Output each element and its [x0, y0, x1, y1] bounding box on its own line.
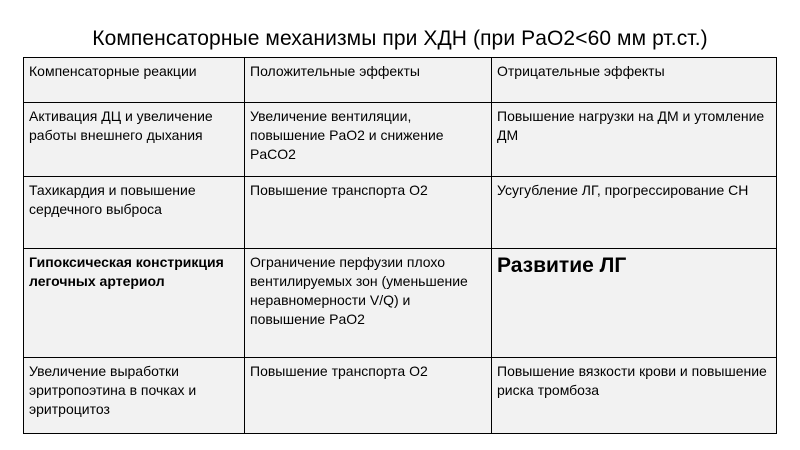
reaction-cell: Активация ДЦ и увеличение работы внешнего дыхания	[24, 103, 245, 177]
reaction-cell: Тахикардия и повышение сердечного выброса	[24, 177, 245, 249]
negative-effect-cell: Развитие ЛГ	[492, 249, 777, 358]
header-cell-positive: Положительные эффекты	[245, 58, 492, 103]
table-row	[24, 249, 777, 358]
positive-effect-cell: Ограничение перфузии плохо вентилируемых зон (уменьшение неравномерности V/Q) и повышение PaO2	[245, 249, 492, 358]
table-row	[24, 177, 777, 249]
positive-effect-cell: Увеличение вентиляции, повышение PaO2 и снижение PaCO2	[245, 103, 492, 177]
reaction-cell: Гипоксическая констрикция легочных артериол	[24, 249, 245, 358]
negative-effect-cell: Усугубление ЛГ, прогрессирование СН	[492, 177, 777, 249]
page-title: Компенсаторные механизмы при ХДН (при PaO2<60 мм рт.ст.)	[92, 27, 708, 50]
table-header-row	[24, 58, 777, 103]
positive-effect-cell: Повышение транспорта О2	[245, 177, 492, 249]
negative-effect-cell: Повышение нагрузки на ДМ и утомление ДМ	[492, 103, 777, 177]
reaction-cell: Увеличение выработки эритропоэтина в почках и эритроцитоз	[24, 358, 245, 434]
table-row	[24, 103, 777, 177]
header-cell-negative: Отрицательные эффекты	[492, 58, 777, 103]
compensatory-mechanisms-table	[23, 57, 777, 434]
table-row	[24, 358, 777, 434]
negative-effect-cell: Повышение вязкости крови и повышение риска тромбоза	[492, 358, 777, 434]
header-cell-reactions: Компенсаторные реакции	[24, 58, 245, 103]
positive-effect-cell: Повышение транспорта О2	[245, 358, 492, 434]
